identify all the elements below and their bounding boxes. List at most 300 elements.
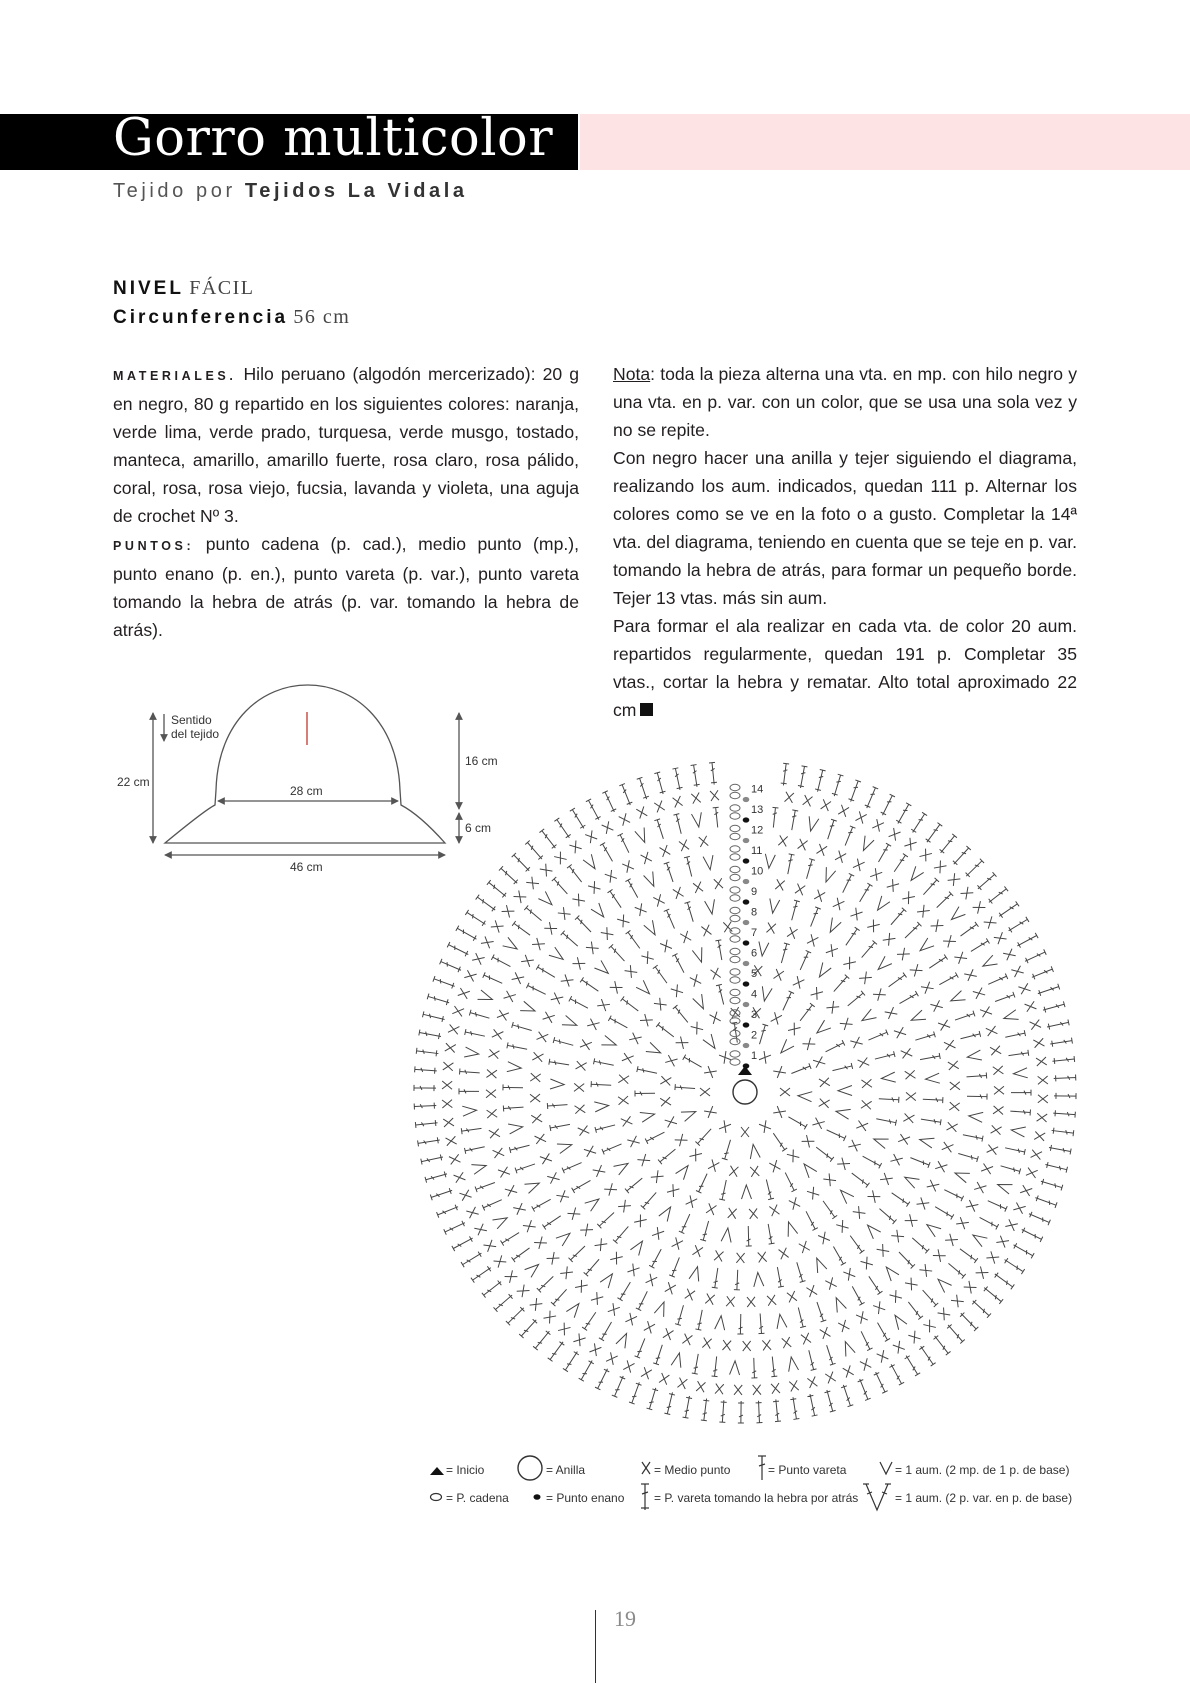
stitch-x-icon: [693, 882, 703, 894]
stitch-v-icon: [601, 1035, 618, 1049]
stitch-vareta-icon: [920, 1053, 941, 1063]
stitch-x-icon: [446, 1136, 457, 1146]
stitch-vareta-icon: [695, 1309, 705, 1330]
stitch-x-icon: [575, 1105, 586, 1114]
stitch-vareta-icon: [532, 1197, 552, 1212]
stitch-x-icon: [660, 940, 672, 953]
stitch-vareta-back-icon: [952, 846, 971, 866]
stitch-x-icon: [530, 1298, 543, 1311]
stitch-x-icon: [825, 1372, 836, 1384]
legend-aum-mp: = 1 aum. (2 mp. de 1 p. de base): [895, 1463, 1070, 1477]
stitch-vareta-icon: [537, 1274, 556, 1292]
stitch-vareta-back-icon: [807, 1393, 817, 1416]
stitch-x-icon: [880, 1173, 893, 1185]
stitch-x-icon: [873, 1301, 885, 1314]
stitch-x-icon: [532, 1052, 543, 1062]
stitch-x-icon: [948, 873, 961, 886]
stitch-x-icon: [714, 878, 723, 889]
stitch-v-icon: [832, 1296, 847, 1313]
stitch-vareta-icon: [524, 905, 543, 922]
stitch-vareta-icon: [859, 940, 877, 959]
stitch-v-icon: [594, 960, 611, 977]
stitch-vareta-icon: [547, 1102, 567, 1109]
stitch-x-icon: [676, 1036, 689, 1048]
increase-vareta-icon: [863, 1484, 891, 1510]
stitch-x-icon: [493, 1148, 505, 1158]
stitch-vareta-back-icon: [831, 774, 843, 797]
stitch-x-icon: [704, 1106, 717, 1118]
stitch-v-icon: [636, 980, 653, 997]
stitch-vareta-icon: [551, 1287, 569, 1306]
stitch-x-icon: [622, 860, 634, 873]
legend-vareta-atras: = P. vareta tomando la hebra por atrás: [654, 1491, 859, 1505]
stitch-x-icon: [723, 922, 732, 933]
stitch-vareta-icon: [584, 1257, 602, 1276]
stitch-vareta-back-icon: [619, 784, 633, 807]
stitch-v-icon: [594, 1101, 609, 1112]
stitch-x-icon: [526, 877, 539, 890]
chain-stitch-icon: [730, 854, 740, 860]
stitch-x-icon: [910, 964, 923, 976]
stitch-x-icon: [619, 813, 630, 825]
stitch-vareta-icon: [617, 1281, 632, 1301]
round-number-label: 10: [751, 865, 764, 878]
stitch-x-icon: [677, 1378, 687, 1389]
stitch-x-icon: [651, 1170, 664, 1183]
stitch-vareta-icon: [567, 864, 584, 883]
stitch-vareta-back-icon: [444, 1220, 466, 1235]
materials-label: MATERIALES.: [113, 369, 237, 383]
vareta-back-icon: [641, 1484, 649, 1510]
stitch-vareta-back-icon: [414, 1085, 436, 1091]
stitch-x-icon: [938, 1020, 950, 1031]
stitch-x-icon: [466, 1207, 478, 1218]
stitch-v-icon: [507, 1062, 522, 1073]
stitch-v-icon: [520, 1001, 537, 1015]
stitch-x-icon: [778, 835, 787, 846]
stitch-x-icon: [872, 819, 884, 832]
stitch-x-icon: [789, 1197, 800, 1209]
stitch-v-icon: [659, 1204, 675, 1221]
stitch-vareta-icon: [692, 1353, 701, 1374]
stitch-x-icon: [923, 1320, 935, 1333]
stitch-x-icon: [901, 1048, 913, 1058]
stitch-x-icon: [449, 1154, 461, 1164]
stitch-v-icon: [550, 1079, 564, 1090]
stitch-x-icon: [690, 974, 701, 986]
stitch-vareta-back-icon: [602, 791, 617, 813]
stitch-x-icon: [445, 1043, 456, 1052]
stitch-vareta-icon: [935, 892, 954, 910]
slip-stitch-icon: [743, 1043, 750, 1048]
stitch-x-icon: [903, 1113, 914, 1122]
stitch-vareta-back-icon: [780, 763, 789, 786]
stitch-x-icon: [489, 1129, 500, 1139]
stitch-vareta-back-icon: [494, 1293, 515, 1312]
circumference-label: Circunferencia: [113, 307, 289, 328]
slip-stitch-icon: [534, 1494, 541, 1500]
stitch-v-icon: [949, 991, 966, 1006]
stitch-vareta-back-icon: [1031, 966, 1054, 980]
stitch-x-icon: [974, 1182, 986, 1193]
stitch-v-icon: [741, 1185, 751, 1199]
stitch-x-icon: [627, 1136, 639, 1147]
stitch-vareta-back-icon: [1045, 1162, 1068, 1173]
stitch-x-icon: [933, 1249, 946, 1262]
stitch-x-icon: [1011, 966, 1023, 977]
stitch-v-icon: [826, 918, 841, 935]
stitch-vareta-back-icon: [932, 1334, 950, 1355]
stitch-v-icon: [953, 1168, 970, 1182]
stitch-v-icon: [562, 1015, 579, 1029]
stitch-x-icon: [673, 796, 683, 808]
stitch-x-icon: [861, 1257, 873, 1270]
stitch-x-icon: [675, 1134, 688, 1146]
stitch-x-icon: [787, 1291, 797, 1303]
stitch-x-icon: [602, 821, 614, 834]
stitch-vareta-back-icon: [976, 872, 997, 891]
stitch-v-icon: [859, 1009, 876, 1025]
stitch-vareta-icon: [920, 1116, 941, 1125]
stitch-x-icon: [816, 844, 827, 856]
stitch-vareta-icon: [785, 854, 795, 875]
stitch-x-icon: [540, 864, 553, 877]
stitch-x-icon: [601, 927, 614, 940]
stitch-x-icon: [954, 952, 967, 964]
round-number-label: 9: [751, 886, 758, 898]
stitch-v-icon: [614, 1159, 631, 1175]
x-stitch-icon: [642, 1462, 650, 1474]
stitch-vareta-icon: [867, 1030, 888, 1043]
stitch-x-icon: [728, 1208, 737, 1219]
stitch-vareta-icon: [465, 1029, 486, 1039]
instructions-text-2: Para formar el ala realizar en cada vta. de color 20 aum. repartidos regularmente, quedan 191 p. Completar 35 vtas., cortar la hebra y rematar. Alto total aproximado 22 cm: [613, 616, 1077, 720]
stitch-v-icon: [557, 1140, 573, 1154]
stitch-vareta-back-icon: [433, 976, 456, 989]
stitch-vareta-back-icon: [586, 799, 602, 821]
stitch-vareta-back-icon: [1034, 1195, 1057, 1208]
stitch-x-icon: [660, 845, 671, 857]
stitch-x-icon: [966, 1200, 979, 1212]
stitch-vareta-icon: [850, 1285, 865, 1305]
vareta-icon: [758, 1456, 766, 1480]
stitch-vareta-icon: [675, 1084, 695, 1091]
stitch-x-icon: [843, 957, 856, 970]
stitch-v-icon: [525, 1261, 542, 1278]
stitch-vareta-back-icon: [499, 866, 519, 885]
stitch-x-icon: [636, 806, 647, 818]
stitch-v-icon: [689, 1265, 702, 1281]
stitch-x-icon: [973, 988, 985, 999]
stitch-vareta-back-icon: [1048, 1145, 1071, 1155]
stitch-x-icon: [653, 894, 664, 906]
page-number: 19: [614, 1606, 636, 1631]
stitch-x-icon: [610, 1252, 622, 1265]
stitch-vareta-icon: [679, 1213, 693, 1234]
legend-medio-punto: = Medio punto: [654, 1463, 731, 1477]
stitch-vareta-icon: [512, 1022, 533, 1033]
slip-stitch-icon: [743, 817, 750, 822]
stitch-v-icon: [654, 1300, 668, 1317]
legend: [430, 1456, 1072, 1510]
stitch-v-icon: [640, 1109, 656, 1122]
stitch-vareta-icon: [641, 1190, 659, 1209]
stitch-vareta-icon: [769, 1356, 777, 1377]
stitch-x-icon: [964, 1281, 977, 1294]
stitch-vareta-back-icon: [423, 1011, 446, 1022]
stitch-x-icon: [597, 999, 610, 1011]
slip-stitch-icon: [743, 1002, 750, 1007]
direction-label-2: del tejido: [171, 727, 220, 741]
stitch-vareta-icon: [594, 1058, 615, 1068]
stitch-vareta-icon: [966, 1073, 986, 1080]
stitch-x-icon: [544, 922, 557, 935]
stitch-x-icon: [898, 1134, 910, 1145]
stitch-v-icon: [681, 1107, 698, 1121]
stitch-x-icon: [708, 1159, 719, 1171]
stitch-vareta-back-icon: [416, 1048, 439, 1057]
stitch-x-icon: [487, 1109, 498, 1118]
stitch-x-icon: [702, 1338, 711, 1349]
stitch-x-icon: [908, 1331, 920, 1344]
chain-stitch-icon: [730, 874, 740, 880]
stitch-vareta-icon: [745, 1226, 751, 1246]
stitch-vareta-icon: [821, 1199, 838, 1219]
stitch-vareta-icon: [763, 1179, 774, 1200]
stitch-vareta-icon: [877, 1206, 896, 1224]
stitch-x-icon: [641, 951, 653, 964]
stitch-x-icon: [1030, 1020, 1042, 1030]
stitch-vareta-icon: [672, 954, 686, 975]
stitch-vareta-back-icon: [465, 910, 487, 927]
base-width-label: 46 cm: [290, 860, 323, 874]
stitch-x-icon: [749, 1208, 758, 1219]
stitch-vareta-icon: [879, 1096, 899, 1103]
stitch-vareta-icon: [840, 873, 854, 894]
stitch-vareta-icon: [804, 859, 815, 880]
stitch-x-icon: [938, 1308, 951, 1321]
stitch-vareta-icon: [599, 1321, 614, 1341]
stitch-vareta-back-icon: [798, 766, 808, 789]
stitch-x-icon: [585, 830, 597, 843]
stitch-v-icon: [935, 1276, 952, 1293]
stitch-x-icon: [714, 1250, 723, 1261]
chain-stitch-icon: [730, 813, 740, 819]
stitch-x-icon: [860, 1358, 871, 1370]
stitch-vareta-back-icon: [427, 994, 450, 1006]
legend-punto-vareta: = Punto vareta: [768, 1463, 847, 1477]
stitch-vareta-icon: [552, 877, 570, 896]
stitch-vareta-icon: [621, 996, 641, 1013]
stitch-x-icon: [652, 1227, 664, 1240]
stitch-x-icon: [930, 1000, 942, 1011]
stitch-vareta-icon: [626, 930, 643, 950]
stitch-x-icon: [921, 982, 934, 994]
stitch-x-icon: [758, 1252, 767, 1263]
stitch-vareta-icon: [987, 974, 1008, 988]
stitch-x-icon: [812, 1118, 824, 1129]
stitch-x-icon: [750, 1166, 759, 1177]
stitch-x-icon: [890, 1154, 902, 1165]
stitch-vareta-icon: [771, 1131, 787, 1151]
stitch-vareta-back-icon: [418, 1137, 441, 1146]
stitch-vareta-icon: [1011, 1090, 1031, 1096]
stitch-vareta-back-icon: [1054, 1093, 1076, 1099]
stitch-vareta-icon: [658, 1147, 677, 1164]
stitch-v-icon: [646, 1042, 663, 1057]
stitch-x-icon: [691, 1022, 703, 1035]
slip-stitch-icon: [743, 981, 750, 986]
stitch-vareta-back-icon: [647, 1387, 659, 1410]
stitch-vareta-back-icon: [1053, 1110, 1075, 1117]
stitch-x-icon: [606, 1352, 618, 1365]
stitch-x-icon: [850, 1037, 862, 1048]
stitch-x-icon: [762, 1340, 771, 1351]
stitch-vareta-icon: [602, 1141, 623, 1154]
stitch-v-icon: [814, 1020, 831, 1037]
stitch-v-icon: [1002, 1010, 1018, 1023]
stitch-vareta-back-icon: [918, 1345, 935, 1367]
stitch-x-icon: [956, 1217, 969, 1229]
stitch-x-icon: [773, 1066, 786, 1078]
stitch-x-icon: [802, 1038, 815, 1050]
stitch-vareta-back-icon: [719, 1400, 726, 1422]
stitch-x-icon: [580, 1224, 593, 1237]
stitch-x-icon: [531, 1114, 542, 1123]
round-number-label: 7: [751, 927, 758, 939]
stitch-vareta-back-icon: [924, 823, 942, 844]
stitch-vareta-icon: [459, 1088, 479, 1094]
stitch-vareta-icon: [914, 1032, 935, 1044]
stitch-vareta-icon: [751, 1358, 758, 1378]
stitch-x-icon: [838, 805, 849, 817]
stitch-vareta-icon: [994, 992, 1015, 1004]
total-height-label: 22 cm: [117, 775, 150, 789]
stitch-x-icon: [877, 1244, 890, 1257]
stitch-vareta-icon: [649, 1248, 664, 1268]
round-number-label: 4: [751, 988, 758, 1001]
stitch-vareta-icon: [575, 916, 593, 935]
stitch-vareta-back-icon: [476, 895, 497, 913]
ring-icon: [518, 1456, 542, 1480]
stitch-v-icon: [967, 1050, 982, 1062]
stitch-x-icon: [618, 1075, 629, 1084]
stitch-x-icon: [813, 1057, 825, 1068]
stitch-x-icon: [820, 1327, 831, 1339]
stitch-v-icon: [815, 963, 831, 980]
note-text: : toda la pieza alterna una vta. en mp. con hilo negro y una vta. en p. var. con un color, que se usa una sola vez y no se repite.: [613, 364, 1077, 440]
stitch-x-icon: [885, 1007, 898, 1019]
stitch-v-icon: [970, 1231, 987, 1247]
stitch-x-icon: [951, 1295, 964, 1308]
round-number-label: 13: [751, 804, 764, 816]
stitch-x-icon: [819, 1099, 830, 1108]
stitch-v-icon: [462, 1105, 477, 1116]
stitch-vareta-back-icon: [525, 841, 544, 862]
stitch-vareta-back-icon: [1003, 1257, 1025, 1274]
chain-stitch-icon: [730, 948, 740, 954]
stitch-vareta-icon: [683, 1055, 703, 1070]
stitch-vareta-icon: [737, 1314, 743, 1334]
stitch-x-icon: [902, 891, 915, 904]
stitch-vareta-icon: [787, 1114, 807, 1129]
stitch-vareta-back-icon: [637, 777, 650, 800]
stitch-x-icon: [994, 1086, 1004, 1094]
stitch-x-icon: [604, 1183, 617, 1195]
stitch-vareta-icon: [625, 879, 640, 899]
stitch-x-icon: [696, 1381, 705, 1392]
stitch-vareta-icon: [890, 1190, 910, 1206]
stitch-x-icon: [680, 931, 691, 943]
stitch-vareta-icon: [892, 854, 908, 874]
hat-outline: [165, 685, 445, 843]
stitch-v-icon: [841, 1340, 856, 1357]
stitch-x-icon: [705, 1294, 715, 1305]
footer-divider: [595, 1610, 596, 1683]
stitch-x-icon: [837, 1158, 850, 1170]
stitch-x-icon: [573, 1333, 585, 1346]
chain-stitch-icon: [730, 846, 740, 852]
stitch-v-icon: [600, 1271, 616, 1288]
stitch-vareta-icon: [947, 1261, 966, 1278]
stitch-x-icon: [773, 969, 783, 981]
stitch-x-icon: [481, 936, 494, 948]
stitch-x-icon: [1033, 1038, 1044, 1048]
stitch-x-icon: [856, 1311, 868, 1324]
chain-stitch-icon: [730, 792, 740, 798]
stitch-x-icon: [472, 953, 485, 965]
stitch-vareta-icon: [719, 1179, 729, 1200]
stitch-vareta-icon: [483, 972, 504, 986]
stitch-x-icon: [654, 998, 667, 1011]
stitch-vareta-back-icon: [548, 1340, 566, 1361]
stitch-x-icon: [836, 1220, 848, 1233]
stitch-v-icon: [798, 1091, 813, 1102]
chain-stitch-icon: [730, 956, 740, 962]
stitch-x-icon: [986, 1026, 998, 1036]
stitch-x-icon: [1020, 1185, 1032, 1196]
stitch-x-icon: [779, 1248, 789, 1260]
stitch-vareta-back-icon: [993, 1271, 1014, 1289]
stitch-v-icon: [784, 1220, 798, 1236]
stitch-vareta-back-icon: [425, 1171, 448, 1183]
stitch-vareta-icon: [774, 1267, 784, 1288]
stitch-x-icon: [818, 1232, 830, 1245]
stitch-x-icon: [580, 1039, 592, 1050]
stitch-v-icon: [503, 937, 520, 953]
stitch-x-icon: [947, 1122, 958, 1132]
stitch-vareta-icon: [653, 965, 670, 985]
stitch-v-icon: [924, 1221, 941, 1237]
stitch-v-icon: [721, 1227, 733, 1242]
stitch-vareta-icon: [824, 1040, 845, 1054]
stitch-vareta-back-icon: [539, 829, 557, 850]
stitch-x-icon: [843, 1365, 854, 1377]
stitch-x-icon: [554, 852, 566, 865]
stitch-v-icon: [757, 942, 769, 957]
stitch-x-icon: [802, 1135, 815, 1147]
stitch-vareta-icon: [797, 950, 811, 971]
stitch-vareta-icon: [861, 1154, 881, 1169]
stitch-x-icon: [535, 1134, 547, 1144]
stitch-vareta-back-icon: [1020, 1227, 1042, 1242]
stitch-vareta-icon: [910, 1236, 929, 1254]
stitch-v-icon: [968, 1111, 983, 1122]
stitch-x-icon: [692, 1245, 703, 1257]
stitch-x-icon: [618, 1096, 629, 1105]
chain-stitch-icon: [730, 1059, 740, 1065]
stitch-x-icon: [753, 1385, 761, 1395]
